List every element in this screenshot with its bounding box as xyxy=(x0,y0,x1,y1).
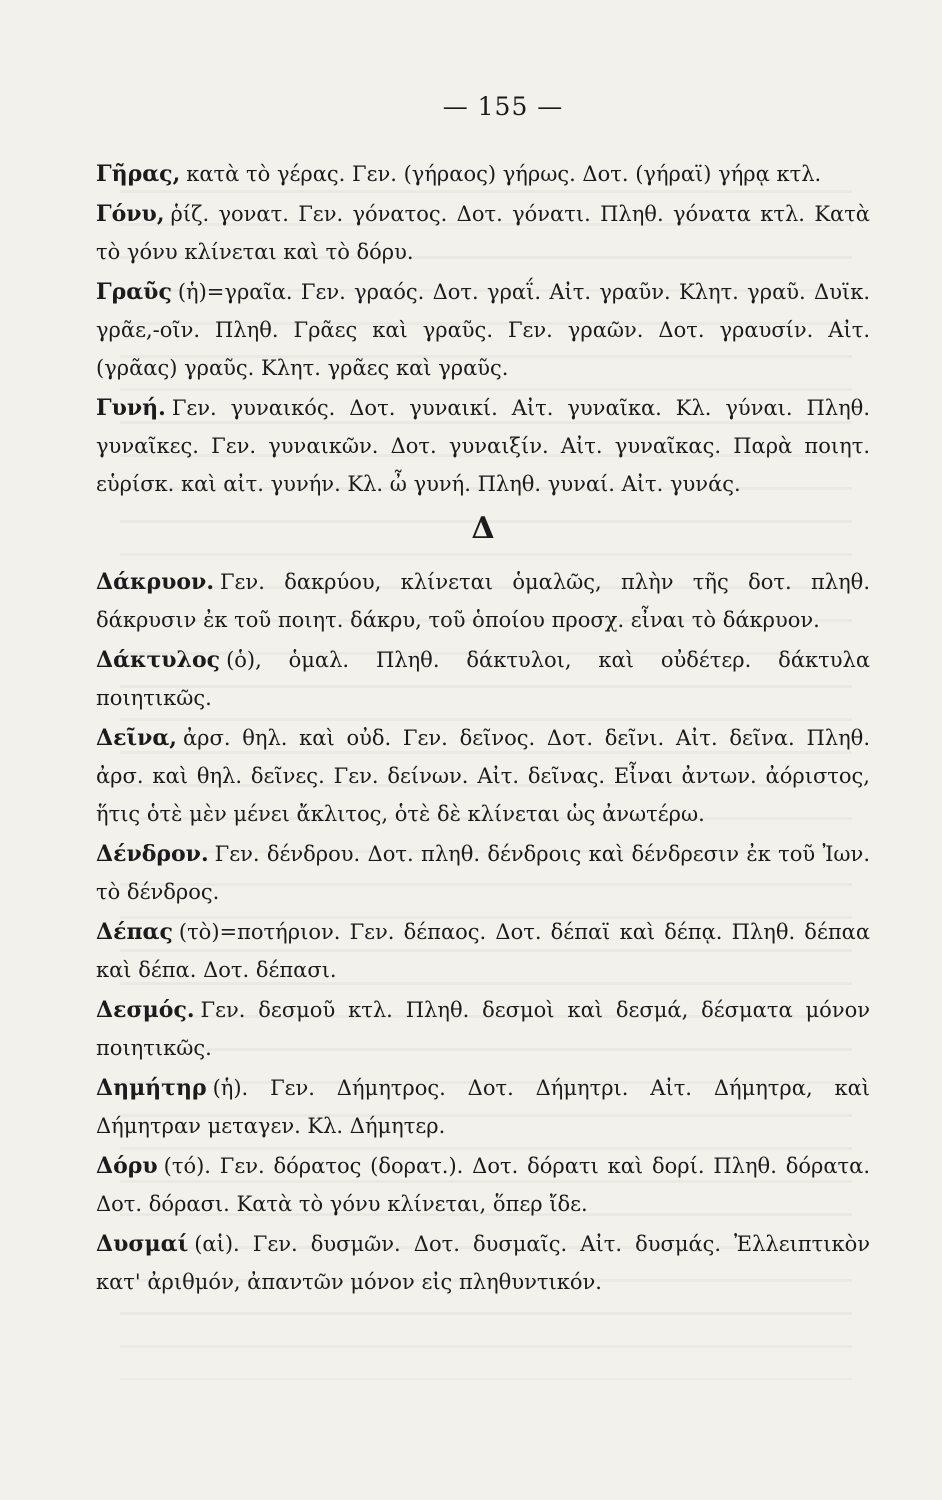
entries-delta xyxy=(96,563,870,1301)
headword: Δυσμαί xyxy=(96,1231,189,1257)
headword: Δένδρον. xyxy=(96,841,209,867)
entry-text: Γεν. δεσμοῦ κτλ. Πληθ. δεσμοὶ καὶ δεσμά, δέσματα μόνον ποιητικῶς. xyxy=(96,998,870,1060)
headword: Δόρυ xyxy=(96,1153,158,1179)
dictionary-entry xyxy=(96,991,870,1067)
dictionary-entry xyxy=(96,1147,870,1223)
dictionary-entry xyxy=(96,155,870,193)
entry-text: κατὰ τὸ γέρας. Γεν. (γήραος) γήρως. Δοτ. (γήραϊ) γήρᾳ κτλ. xyxy=(186,162,822,186)
headword: Δεῖνα, xyxy=(96,725,177,751)
entry-text: (ἡ)=γραῖα. Γεν. γραός. Δοτ. γραΐ. Αἰτ. γραῦν. Κλητ. γραῦ. Δυϊκ. γρᾶε,-οῖν. Πληθ. Γρᾶες καὶ γραῦς. Γεν. γραῶν. Δοτ. γραυσίν. Αἰτ. (γρᾶας) γραῦς. Κλητ. γρᾶες καὶ γραῦς. xyxy=(96,280,870,380)
dictionary-entry xyxy=(96,389,870,503)
entry-text: (τό). Γεν. δόρατος (δορατ.). Δοτ. δόρατι καὶ δορί. Πληθ. δόρατα. Δοτ. δόρασι. Κατὰ τὸ γόνυ κλίνεται, ὅπερ ἴδε. xyxy=(96,1154,870,1216)
entry-text: Γεν. γυναικός. Δοτ. γυναικί. Αἰτ. γυναῖκα. Κλ. γύναι. Πληθ. γυναῖκες. Γεν. γυναικῶν. Δοτ. γυναιξίν. Αἰτ. γυναῖκας. Παρὰ ποιητ. εὑρίσκ. καὶ αἰτ. γυνήν. Κλ. ὦ γυνή. Πληθ. γυναί. Αἰτ. γυνάς. xyxy=(96,396,870,496)
entry-text: (αἱ). Γεν. δυσμῶν. Δοτ. δυσμαῖς. Αἰτ. δυσμάς. Ἐλλειπτικὸν κατ' ἀριθμόν, ἀπαντῶν μόνον εἰς πληθυντικόν. xyxy=(96,1232,870,1294)
entry-text: (ἡ). Γεν. Δήμητρος. Δοτ. Δήμητρι. Αἰτ. Δήμητρα, καὶ Δήμητραν μεταγεν. Κλ. Δήμητερ. xyxy=(96,1076,870,1138)
entry-text: Γεν. δακρύου, κλίνεται ὁμαλῶς, πλὴν τῆς δοτ. πληθ. δάκρυσιν ἐκ τοῦ ποιητ. δάκρυ, τοῦ ὁποίου προσχ. εἶναι τὸ δάκρυον. xyxy=(96,570,870,632)
entries-gamma xyxy=(96,155,870,503)
headword: Δημήτηρ xyxy=(96,1075,207,1101)
entry-text: (τὸ)=ποτήριον. Γεν. δέπαος. Δοτ. δέπαϊ καὶ δέπᾳ. Πληθ. δέπαα καὶ δέπα. Δοτ. δέπασι. xyxy=(96,920,870,982)
entry-text: Γεν. δένδρου. Δοτ. πληθ. δένδροις καὶ δένδρεσιν ἐκ τοῦ Ἰων. τὸ δένδρος. xyxy=(96,842,870,904)
dictionary-entry xyxy=(96,1225,870,1301)
dictionary-entry xyxy=(96,1069,870,1145)
dictionary-entry xyxy=(96,719,870,833)
headword: Δεσμός. xyxy=(96,997,195,1023)
headword: Γυνή. xyxy=(96,395,166,421)
dictionary-entry xyxy=(96,913,870,989)
headword: Γόνυ, xyxy=(96,201,165,227)
headword: Δέπας xyxy=(96,919,173,945)
entry-text: (ὁ), ὁμαλ. Πληθ. δάκτυλοι, καὶ οὐδέτερ. δάκτυλα ποιητικῶς. xyxy=(96,648,870,710)
dictionary-entry xyxy=(96,563,870,639)
headword: Γραῦς xyxy=(96,279,172,305)
headword: Δάκρυον. xyxy=(96,569,214,595)
dictionary-entry xyxy=(96,273,870,387)
entry-text: ῥίζ. γονατ. Γεν. γόνατος. Δοτ. γόνατι. Πληθ. γόνατα κτλ. Κατὰ τὸ γόνυ κλίνεται καὶ τὸ δόρυ. xyxy=(96,202,870,264)
headword: Γῆρας, xyxy=(96,161,181,187)
headword: Δάκτυλος xyxy=(96,647,221,673)
dictionary-entry xyxy=(96,835,870,911)
page-number: — 155 — xyxy=(442,92,564,121)
entry-text: ἀρσ. θηλ. καὶ οὐδ. Γεν. δεῖνος. Δοτ. δεῖνι. Αἰτ. δεῖνα. Πληθ. ἀρσ. καὶ θηλ. δεῖνες. Γεν. δείνων. Αἰτ. δεῖνας. Εἶναι ἀντων. ἀόριστος, ἥτις ὁτὲ μὲν μένει ἄκλιτος, ὁτὲ δὲ κλίνεται ὡς ἀνωτέρω. xyxy=(96,726,870,826)
section-heading: Δ xyxy=(471,511,495,546)
dictionary-entry xyxy=(96,195,870,271)
dictionary-entry xyxy=(96,641,870,717)
